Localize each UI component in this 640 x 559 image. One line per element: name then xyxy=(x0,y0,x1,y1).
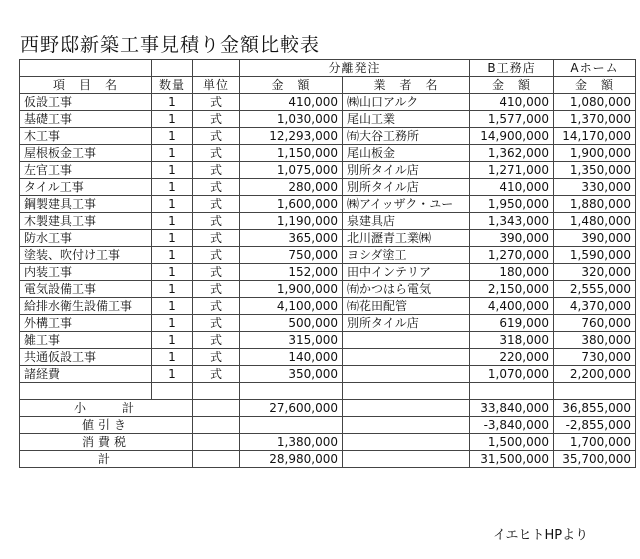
contractor-cell xyxy=(343,366,470,383)
quantity-cell: 1 xyxy=(152,179,193,196)
summary-label: 小 計 xyxy=(20,400,193,417)
summary-separate-order-amount: 27,600,000 xyxy=(240,400,343,417)
unit-cell: 式 xyxy=(193,94,240,111)
contractor-cell: ㈲花田配管 xyxy=(343,298,470,315)
header-row-group xyxy=(20,60,636,77)
item-name-cell: 屋根板金工事 xyxy=(20,145,152,162)
summary-company-b-amount: 33,840,000 xyxy=(470,400,554,417)
header-blank xyxy=(193,60,240,77)
company-b-amount-cell: 14,900,000 xyxy=(470,128,554,145)
company-a-amount-cell: 390,000 xyxy=(554,230,636,247)
header-company-b: B工務店 xyxy=(470,60,554,77)
empty-cell xyxy=(152,383,193,400)
summary-row-tax xyxy=(20,434,636,451)
company-b-amount-cell: 1,362,000 xyxy=(470,145,554,162)
unit-cell: 式 xyxy=(193,213,240,230)
item-name-cell: 木製建具工事 xyxy=(20,213,152,230)
item-name-cell: 木工事 xyxy=(20,128,152,145)
quantity-cell: 1 xyxy=(152,366,193,383)
summary-company-a-amount: 35,700,000 xyxy=(554,451,636,468)
table-row xyxy=(20,196,636,213)
table-row xyxy=(20,315,636,332)
contractor-cell: 別所タイル店 xyxy=(343,162,470,179)
table-row xyxy=(20,332,636,349)
company-b-amount-cell: 1,270,000 xyxy=(470,247,554,264)
unit-cell: 式 xyxy=(193,264,240,281)
empty-cell xyxy=(193,400,240,417)
item-name-cell: 内装工事 xyxy=(20,264,152,281)
quantity-cell: 1 xyxy=(152,145,193,162)
empty-cell xyxy=(193,417,240,434)
separate-order-amount-cell: 365,000 xyxy=(240,230,343,247)
header-separate-order: 分離発注 xyxy=(240,60,470,77)
item-name-cell: タイル工事 xyxy=(20,179,152,196)
company-a-amount-cell: 2,200,000 xyxy=(554,366,636,383)
company-a-amount-cell: 1,900,000 xyxy=(554,145,636,162)
table-row xyxy=(20,213,636,230)
summary-separate-order-amount xyxy=(240,417,343,434)
quantity-cell: 1 xyxy=(152,281,193,298)
quantity-cell: 1 xyxy=(152,349,193,366)
company-b-amount-cell: 410,000 xyxy=(470,94,554,111)
header-row-columns xyxy=(20,77,636,94)
unit-cell: 式 xyxy=(193,247,240,264)
separate-order-amount-cell: 1,150,000 xyxy=(240,145,343,162)
quantity-cell: 1 xyxy=(152,111,193,128)
empty-cell xyxy=(193,383,240,400)
summary-company-a-amount: -2,855,000 xyxy=(554,417,636,434)
company-b-amount-cell: 619,000 xyxy=(470,315,554,332)
table-row xyxy=(20,264,636,281)
table-row xyxy=(20,281,636,298)
company-b-amount-cell: 1,343,000 xyxy=(470,213,554,230)
table-row xyxy=(20,366,636,383)
separate-order-amount-cell: 1,075,000 xyxy=(240,162,343,179)
separate-order-amount-cell: 500,000 xyxy=(240,315,343,332)
separate-order-amount-cell: 1,190,000 xyxy=(240,213,343,230)
separate-order-amount-cell: 1,600,000 xyxy=(240,196,343,213)
header-blank xyxy=(152,60,193,77)
estimate-comparison-table xyxy=(19,59,636,468)
unit-cell: 式 xyxy=(193,281,240,298)
item-name-cell: 共通仮設工事 xyxy=(20,349,152,366)
item-name-cell: 諸経費 xyxy=(20,366,152,383)
contractor-cell: 尾山工業 xyxy=(343,111,470,128)
separate-order-amount-cell: 140,000 xyxy=(240,349,343,366)
empty-cell xyxy=(193,451,240,468)
summary-company-a-amount: 36,855,000 xyxy=(554,400,636,417)
unit-cell: 式 xyxy=(193,179,240,196)
company-a-amount-cell: 1,480,000 xyxy=(554,213,636,230)
company-a-amount-cell: 1,370,000 xyxy=(554,111,636,128)
separate-order-amount-cell: 12,293,000 xyxy=(240,128,343,145)
header-amount-b: 金 額 xyxy=(470,77,554,94)
quantity-cell: 1 xyxy=(152,264,193,281)
contractor-cell: ㈲かつはら電気 xyxy=(343,281,470,298)
company-a-amount-cell: 1,080,000 xyxy=(554,94,636,111)
company-a-amount-cell: 1,880,000 xyxy=(554,196,636,213)
item-name-cell: 左官工事 xyxy=(20,162,152,179)
item-name-cell: 塗装、吹付け工事 xyxy=(20,247,152,264)
unit-cell: 式 xyxy=(193,145,240,162)
unit-cell: 式 xyxy=(193,366,240,383)
separate-order-amount-cell: 152,000 xyxy=(240,264,343,281)
table-row xyxy=(20,162,636,179)
unit-cell: 式 xyxy=(193,230,240,247)
company-b-amount-cell: 1,070,000 xyxy=(470,366,554,383)
empty-cell xyxy=(20,383,152,400)
summary-separate-order-amount: 1,380,000 xyxy=(240,434,343,451)
summary-company-a-amount: 1,700,000 xyxy=(554,434,636,451)
unit-cell: 式 xyxy=(193,315,240,332)
company-a-amount-cell: 380,000 xyxy=(554,332,636,349)
separate-order-amount-cell: 350,000 xyxy=(240,366,343,383)
empty-cell xyxy=(343,451,470,468)
table-row xyxy=(20,179,636,196)
item-name-cell: 基礎工事 xyxy=(20,111,152,128)
item-name-cell: 雑工事 xyxy=(20,332,152,349)
spacer-row xyxy=(20,383,636,400)
separate-order-amount-cell: 1,900,000 xyxy=(240,281,343,298)
unit-cell: 式 xyxy=(193,196,240,213)
summary-company-b-amount: 1,500,000 xyxy=(470,434,554,451)
item-name-cell: 外構工事 xyxy=(20,315,152,332)
company-b-amount-cell: 220,000 xyxy=(470,349,554,366)
table-row xyxy=(20,247,636,264)
item-name-cell: 防水工事 xyxy=(20,230,152,247)
company-b-amount-cell: 1,577,000 xyxy=(470,111,554,128)
company-b-amount-cell: 180,000 xyxy=(470,264,554,281)
empty-cell xyxy=(554,383,636,400)
summary-row-total xyxy=(20,451,636,468)
company-b-amount-cell: 1,950,000 xyxy=(470,196,554,213)
separate-order-amount-cell: 1,030,000 xyxy=(240,111,343,128)
header-qty: 数量 xyxy=(152,77,193,94)
contractor-cell: 泉建具店 xyxy=(343,213,470,230)
quantity-cell: 1 xyxy=(152,196,193,213)
company-a-amount-cell: 1,350,000 xyxy=(554,162,636,179)
company-b-amount-cell: 318,000 xyxy=(470,332,554,349)
summary-label: 計 xyxy=(20,451,193,468)
header-unit: 単位 xyxy=(193,77,240,94)
empty-cell xyxy=(343,383,470,400)
company-a-amount-cell: 330,000 xyxy=(554,179,636,196)
summary-company-b-amount: 31,500,000 xyxy=(470,451,554,468)
source-credit: イエヒトHPより xyxy=(493,528,589,543)
header-company-a: Aホーム xyxy=(554,60,636,77)
contractor-cell: ㈲大谷工務所 xyxy=(343,128,470,145)
header-item: 項 目 名 xyxy=(20,77,152,94)
company-a-amount-cell: 2,555,000 xyxy=(554,281,636,298)
quantity-cell: 1 xyxy=(152,94,193,111)
contractor-cell xyxy=(343,332,470,349)
unit-cell: 式 xyxy=(193,349,240,366)
company-b-amount-cell: 2,150,000 xyxy=(470,281,554,298)
empty-cell xyxy=(343,400,470,417)
separate-order-amount-cell: 410,000 xyxy=(240,94,343,111)
page-title: 西野邸新築工事見積り金額比較表 xyxy=(20,34,321,56)
unit-cell: 式 xyxy=(193,162,240,179)
table-row xyxy=(20,230,636,247)
empty-cell xyxy=(343,434,470,451)
summary-row-discount xyxy=(20,417,636,434)
summary-row-subtotal xyxy=(20,400,636,417)
company-a-amount-cell: 4,370,000 xyxy=(554,298,636,315)
summary-separate-order-amount: 28,980,000 xyxy=(240,451,343,468)
empty-cell xyxy=(240,383,343,400)
company-b-amount-cell: 4,400,000 xyxy=(470,298,554,315)
header-blank xyxy=(20,60,152,77)
quantity-cell: 1 xyxy=(152,247,193,264)
company-a-amount-cell: 14,170,000 xyxy=(554,128,636,145)
header-amount: 金 額 xyxy=(240,77,343,94)
company-b-amount-cell: 410,000 xyxy=(470,179,554,196)
quantity-cell: 1 xyxy=(152,162,193,179)
summary-company-b-amount: -3,840,000 xyxy=(470,417,554,434)
unit-cell: 式 xyxy=(193,298,240,315)
contractor-cell: 別所タイル店 xyxy=(343,315,470,332)
contractor-cell: ㈱山口アルク xyxy=(343,94,470,111)
table-row xyxy=(20,349,636,366)
item-name-cell: 仮設工事 xyxy=(20,94,152,111)
empty-cell xyxy=(470,383,554,400)
company-a-amount-cell: 320,000 xyxy=(554,264,636,281)
header-amount-a: 金 額 xyxy=(554,77,636,94)
quantity-cell: 1 xyxy=(152,128,193,145)
table-row xyxy=(20,111,636,128)
company-b-amount-cell: 390,000 xyxy=(470,230,554,247)
separate-order-amount-cell: 315,000 xyxy=(240,332,343,349)
company-a-amount-cell: 760,000 xyxy=(554,315,636,332)
table-row xyxy=(20,145,636,162)
table-row xyxy=(20,298,636,315)
contractor-cell: ㈱アイッザク・ユー xyxy=(343,196,470,213)
unit-cell: 式 xyxy=(193,332,240,349)
company-b-amount-cell: 1,271,000 xyxy=(470,162,554,179)
item-name-cell: 給排水衛生設備工事 xyxy=(20,298,152,315)
summary-label: 値引き xyxy=(20,417,193,434)
summary-label: 消費税 xyxy=(20,434,193,451)
quantity-cell: 1 xyxy=(152,332,193,349)
company-a-amount-cell: 1,590,000 xyxy=(554,247,636,264)
separate-order-amount-cell: 4,100,000 xyxy=(240,298,343,315)
unit-cell: 式 xyxy=(193,128,240,145)
item-name-cell: 鋼製建具工事 xyxy=(20,196,152,213)
quantity-cell: 1 xyxy=(152,230,193,247)
contractor-cell: ヨシダ塗工 xyxy=(343,247,470,264)
table-row xyxy=(20,128,636,145)
contractor-cell: 別所タイル店 xyxy=(343,179,470,196)
contractor-cell: 尾山板金 xyxy=(343,145,470,162)
quantity-cell: 1 xyxy=(152,213,193,230)
item-name-cell: 電気設備工事 xyxy=(20,281,152,298)
contractor-cell xyxy=(343,349,470,366)
separate-order-amount-cell: 750,000 xyxy=(240,247,343,264)
contractor-cell: 田中インテリア xyxy=(343,264,470,281)
company-a-amount-cell: 730,000 xyxy=(554,349,636,366)
empty-cell xyxy=(343,417,470,434)
table-row xyxy=(20,94,636,111)
quantity-cell: 1 xyxy=(152,298,193,315)
unit-cell: 式 xyxy=(193,111,240,128)
header-contractor: 業 者 名 xyxy=(343,77,470,94)
contractor-cell: 北川瀝青工業㈱ xyxy=(343,230,470,247)
separate-order-amount-cell: 280,000 xyxy=(240,179,343,196)
quantity-cell: 1 xyxy=(152,315,193,332)
empty-cell xyxy=(193,434,240,451)
